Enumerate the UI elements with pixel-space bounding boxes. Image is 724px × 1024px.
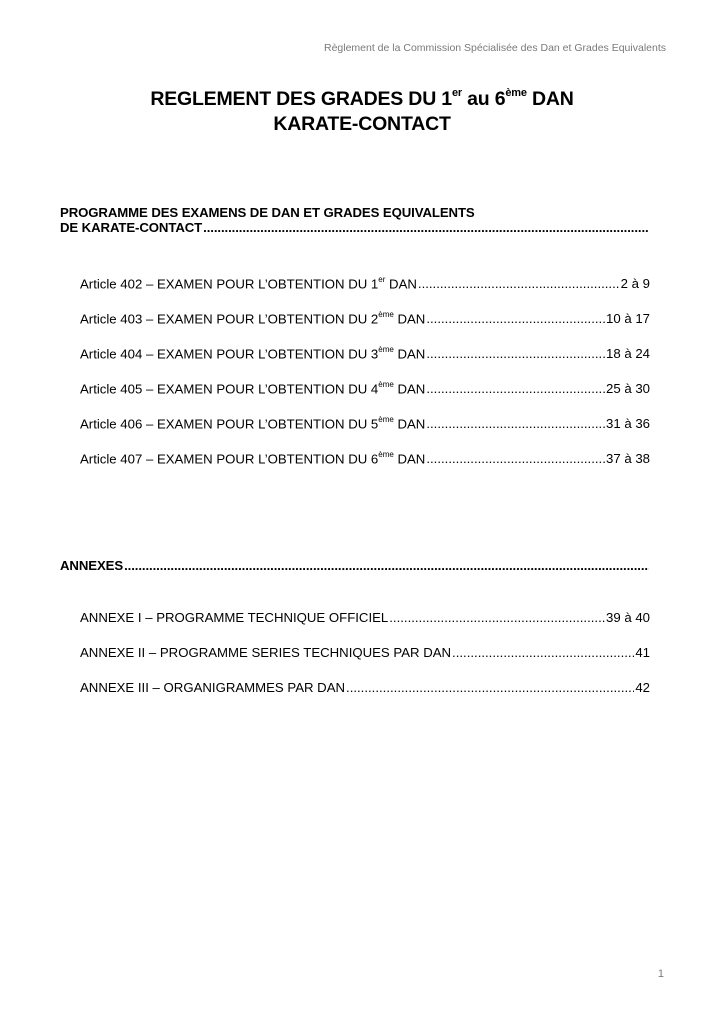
toc-entry-pages: 41 [635, 645, 650, 660]
toc-entry-article-407[interactable] [80, 451, 650, 466]
toc-entry-label: Article 405 – EXAMEN POUR L’OBTENTION DU 4ème DAN [80, 380, 426, 397]
toc-entry-pages: 18 à 24 [606, 346, 650, 362]
toc-entry-article-406[interactable] [80, 416, 650, 431]
toc-entry-label: Article 402 – EXAMEN POUR L’OBTENTION DU 1er DAN [80, 275, 417, 292]
dot-leader [203, 220, 649, 235]
running-header: Règlement de la Commission Spécialisée des Dan et Grades Equivalents [323, 42, 666, 54]
section-programme-line-1: PROGRAMME DES EXAMENS DE DAN ET GRADES EQUIVALENTS [60, 205, 475, 220]
dot-leader [452, 645, 634, 660]
toc-entry-label: ANNEXE I – PROGRAMME TECHNIQUE OFFICIEL [80, 610, 389, 625]
title-text-a: REGLEMENT DES GRADES DU 1 [150, 88, 452, 110]
section-annexes-label: ANNEXES [60, 558, 124, 573]
toc-entry-label: Article 404 – EXAMEN POUR L’OBTENTION DU 3ème DAN [80, 345, 426, 362]
toc-entry-annexe-1[interactable] [80, 610, 650, 625]
document-title-line-2: KARATE-CONTACT [273, 113, 451, 135]
toc-entry-pages: 25 à 30 [606, 381, 650, 397]
dot-leader [124, 558, 649, 573]
dot-leader [426, 381, 605, 396]
toc-entry-article-402[interactable] [80, 276, 650, 291]
section-programme-heading [60, 205, 650, 235]
dot-leader [346, 680, 634, 695]
toc-entry-label: Article 403 – EXAMEN POUR L’OBTENTION DU 2ème DAN [80, 310, 426, 327]
dot-leader [426, 416, 605, 431]
dot-leader [426, 311, 605, 326]
toc-entry-annexe-2[interactable] [80, 645, 650, 660]
title-superscript-2: ème [505, 86, 527, 99]
toc-entry-pages: 2 à 9 [620, 276, 650, 292]
toc-entry-label: ANNEXE II – PROGRAMME SERIES TECHNIQUES PAR DAN [80, 645, 452, 660]
title-text-b: au 6 [461, 88, 506, 110]
toc-entry-pages: 39 à 40 [606, 610, 650, 625]
toc-entry-pages: 37 à 38 [606, 451, 650, 467]
toc-entry-pages: 31 à 36 [606, 416, 650, 432]
toc-entry-label: Article 407 – EXAMEN POUR L’OBTENTION DU 6ème DAN [80, 450, 426, 467]
toc-entry-article-405[interactable] [80, 381, 650, 396]
toc-entry-label: ANNEXE III – ORGANIGRAMMES PAR DAN [80, 680, 346, 695]
toc-entry-annexe-3[interactable] [80, 680, 650, 695]
dot-leader [418, 276, 620, 291]
toc-entry-label: Article 406 – EXAMEN POUR L’OBTENTION DU 5ème DAN [80, 415, 426, 432]
section-programme-line-2 [60, 220, 650, 235]
dot-leader [389, 610, 605, 625]
toc-entry-article-403[interactable] [80, 311, 650, 326]
dot-leader [426, 451, 605, 466]
section-annexes-heading [60, 558, 650, 573]
title-text-c: DAN [526, 88, 574, 110]
title-superscript-1: er [451, 86, 462, 99]
toc-entry-article-404[interactable] [80, 346, 650, 361]
toc-entry-pages: 42 [635, 680, 650, 695]
toc-entry-pages: 10 à 17 [606, 311, 650, 327]
document-title-line-1 [0, 88, 724, 111]
dot-leader [426, 346, 605, 361]
page-number: 1 [657, 968, 664, 980]
section-programme-line-2-text: DE KARATE-CONTACT [60, 220, 203, 235]
